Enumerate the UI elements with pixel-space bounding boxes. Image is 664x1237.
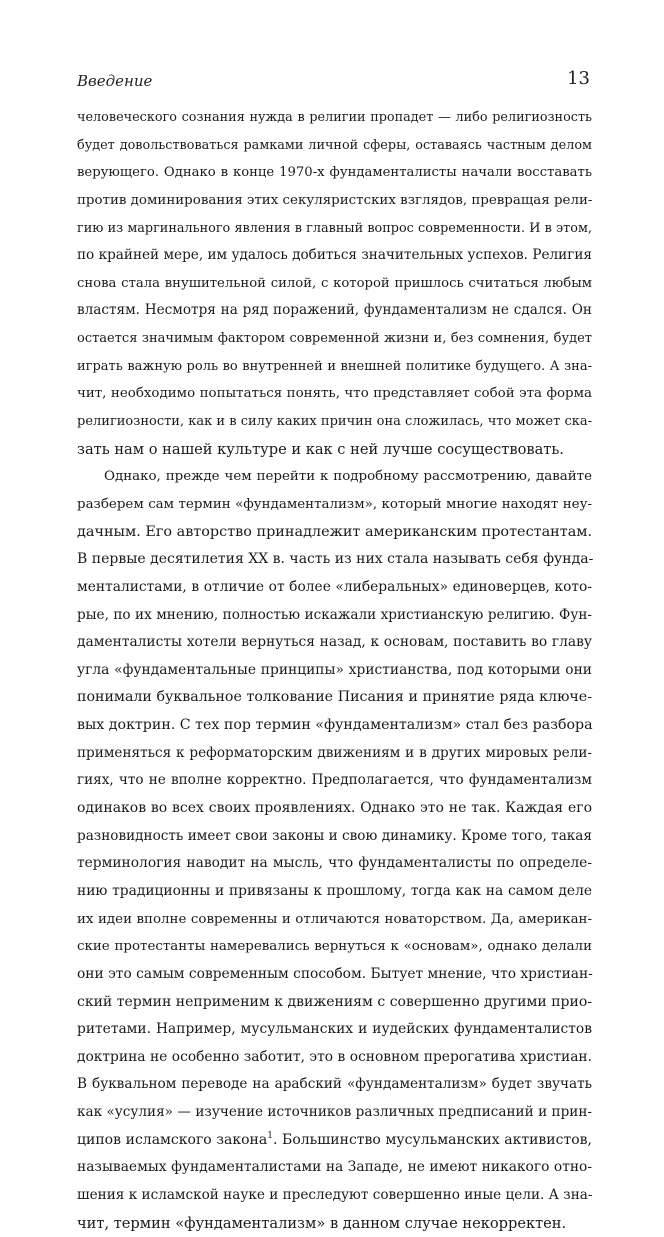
text-line: нию традиционны и привязаны к прошлому, тогда как на самом деле: [77, 882, 592, 899]
text-line: ский термин неприменим к движениям с совершенно другими прио-: [77, 993, 592, 1010]
text-line: шения к исламской науке и преследуют совершенно иные цели. А зна-: [77, 1186, 593, 1203]
text-line: чит, термин «фундаментализм» в данном случае некорректен.: [77, 1214, 567, 1232]
text-line: дачным. Его авторство принадлежит американским протестантам.: [77, 523, 593, 540]
text-line: В первые десятилетия XX в. часть из них стала называть себя фунда-: [77, 551, 594, 568]
text-line: гиях, что не вполне корректно. Предполагается, что фундаментализм: [77, 772, 592, 789]
text-line: одинаков во всех своих проявлениях. Однако это не так. Каждая его: [77, 800, 592, 817]
text-line: их идеи вполне современны и отличаются новаторством. Да, американ-: [77, 911, 592, 927]
text-line: рые, по их мнению, полностью искажали христианскую религию. Фун-: [77, 606, 592, 623]
text-line: ские протестанты намеревались вернуться к «основам», однако делали: [77, 939, 592, 955]
text-line: властям. Несмотря на ряд поражений, фундаментализм не сдался. Он: [77, 302, 592, 319]
text-line: против доминирования этих секуляристских взглядов, превращая рели-: [77, 192, 593, 208]
text-line: остается значимым фактором современной жизни и, без сомнения, будет: [77, 331, 592, 347]
text-line: доктрина не особенно заботит, это в основном прерогатива христиан.: [77, 1048, 592, 1065]
text-line-with-footnote: [77, 1127, 592, 1155]
text-line: гию из маргинального явления в главный вопрос современности. И в этом,: [77, 220, 592, 236]
text-line: вых доктрин. С тех пор термин «фундаментализм» стал без разбора: [77, 717, 593, 734]
text-line: ритетами. Например, мусульманских и иудейских фундаменталистов: [77, 1021, 592, 1038]
text-fragment: ципов исламского закона: [77, 1131, 268, 1148]
text-line: даменталисты хотели вернуться назад, к основам, поставить во главу: [77, 634, 592, 651]
text-line: верующего. Однако в конце 1970-х фундаменталисты начали восставать: [77, 165, 592, 181]
text-line: разберем сам термин «фундаментализм», который многие находят неу-: [77, 496, 592, 512]
text-line: играть важную роль во внутренней и внешней политике будущего. А зна-: [77, 358, 592, 374]
text-line: угла «фундаментальные принципы» христианства, под которыми они: [77, 661, 592, 678]
text-line: В буквальном переводе на арабский «фундаментализм» будет звучать: [77, 1076, 592, 1093]
text-line: применяться к реформаторским движениям и в других мировых рели-: [77, 744, 592, 761]
text-line: будет довольствоваться рамками личной сферы, оставаясь частным делом: [77, 137, 592, 153]
text-line: снова стала внушительной силой, с которой пришлось считаться любым: [77, 275, 592, 291]
text-line: называемых фундаменталистами на Западе, не имеют никакого отно-: [77, 1159, 592, 1176]
text-line: терминология наводит на мысль, что фундаменталисты по определе-: [77, 855, 592, 872]
text-line: религиозности, как и в силу каких причин она сложилась, что может ска-: [77, 414, 592, 430]
text-line: по крайней мере, им удалось добиться значительных успехов. Религия: [77, 247, 592, 264]
footnote-marker[interactable]: 1: [267, 1130, 273, 1141]
text-line: зать нам о нашей культуре и как с ней лучше сосуществовать.: [77, 440, 564, 458]
text-fragment: . Большинство мусульманских активистов,: [272, 1131, 592, 1148]
text-line: они это самым современным способом. Бытует мнение, что христиан-: [77, 965, 593, 982]
text-line: Однако, прежде чем перейти к подробному рассмотрению, давайте: [104, 469, 592, 485]
text-line: чит, необходимо попытаться понять, что представляет собой эта форма: [77, 386, 592, 402]
text-line: человеческого сознания нужда в религии пропадет — либо религиозность: [77, 110, 592, 125]
text-line: понимали буквальное толкование Писания и принятие ряда ключе-: [77, 689, 592, 706]
text-line: разновидность имеет свои законы и свою динамику. Кроме того, такая: [77, 827, 592, 844]
body-text: [77, 104, 592, 1237]
running-header: Введение: [77, 72, 153, 90]
text-line: как «усулия» — изучение источников различных предписаний и прин-: [77, 1104, 592, 1121]
text-line: менталистами, в отличие от более «либеральных» единоверцев, кото-: [77, 578, 592, 595]
page-number: 13: [567, 68, 590, 89]
